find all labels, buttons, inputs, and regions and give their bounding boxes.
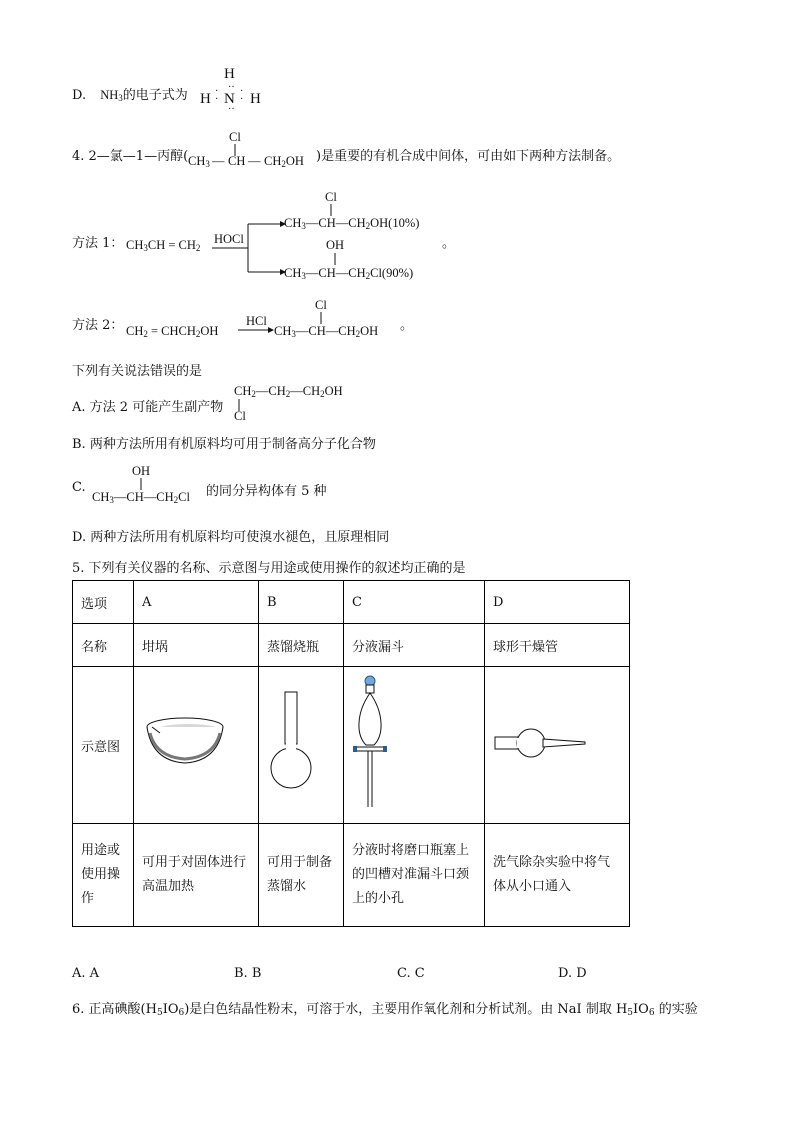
flask-diagram-cell — [259, 667, 344, 824]
crucible-diagram-cell — [134, 667, 259, 824]
q6-stem: 6. 正高碘酸$(H_5IO_6)$是白色结晶性粉末，可溶于水，主要用作氧化剂和分析试剂。由 NaI 制取 $H_5IO_6$ 的实验 — [72, 1002, 698, 1018]
table-header-row — [73, 581, 630, 624]
crucible-icon — [142, 713, 232, 773]
name-distillation-flask: 蒸馏烧瓶 — [259, 624, 344, 667]
method2-end: 。 — [400, 318, 414, 333]
q4-stem-end: )是重要的有机合成中间体，可由如下两种方法制备。 — [316, 149, 621, 164]
struct-cl: Cl — [229, 130, 241, 144]
method1-branch-arrow — [210, 218, 290, 278]
row-label: 名称 — [73, 624, 134, 667]
q4-target-structure — [188, 130, 316, 170]
method1-reagent-hocl: HOCl — [214, 232, 244, 246]
instrument-table — [72, 580, 630, 927]
q4-stem-start: 4. 2—氯—1—丙醇( — [72, 149, 189, 164]
header-cell: B — [259, 581, 344, 624]
lewis-dots-bottom: ·· — [228, 104, 235, 115]
table-row-names — [73, 624, 630, 667]
funnel-diagram-cell — [344, 667, 485, 824]
use-drying-tube: 洗气除杂实验中将气体从小口通入 — [485, 824, 630, 927]
lewis-dots-top: ·· — [228, 82, 235, 93]
method1-product1 — [284, 186, 454, 232]
q4-option-c-label: C. — [72, 480, 86, 495]
drying-tube-diagram-cell — [485, 667, 630, 824]
row-label: 示意图 — [73, 667, 134, 824]
name-drying-tube: 球形干燥管 — [485, 624, 630, 667]
q3d-text: 的电子式为 — [122, 88, 188, 103]
q5-answer-a: A. A — [72, 966, 100, 981]
drying-tube-icon — [493, 723, 593, 763]
method2-arrow — [238, 326, 276, 334]
q5-answer-c: C. C — [397, 966, 425, 981]
q5-answer-d: D. D — [558, 966, 587, 981]
q3-option-d — [72, 84, 188, 103]
struct-ch2oh: $CH_2OH$ — [264, 154, 304, 169]
q4-option-c-text: 的同分异构体有 5 种 — [206, 484, 327, 499]
optC-oh: OH — [132, 464, 151, 478]
name-separatory-funnel: 分液漏斗 — [344, 624, 485, 667]
p2-oh: OH — [326, 238, 345, 252]
table-row-diagrams — [73, 667, 630, 824]
optA-structure — [234, 382, 374, 426]
q5-answer-b: B. B — [234, 966, 262, 981]
option-label: D. — [72, 88, 87, 103]
use-crucible: 可用于对固体进行高温加热 — [134, 824, 259, 927]
p1-cl: Cl — [325, 190, 337, 204]
p2-chain: $CH_3—CH—CH_2Cl(90\%)$ — [284, 266, 414, 281]
distillation-flask-icon — [267, 688, 317, 798]
q4-option-a: A. 方法 2 可能产生副产物 — [72, 400, 224, 415]
lewis-n: N — [224, 91, 235, 107]
struct-ch3: $CH_3$ — [188, 154, 210, 169]
struct-dash2: — — [248, 154, 261, 168]
table-row-uses — [73, 824, 630, 927]
header-cell: A — [134, 581, 259, 624]
optA-chain: $CH_2—CH_2—CH_2OH$ — [234, 384, 343, 399]
q4-question: 下列有关说法错误的是 — [72, 364, 203, 379]
optC-chain: $CH_3—CH—CH_2Cl$ — [92, 490, 190, 505]
method1-product2 — [284, 236, 454, 282]
use-distillation-flask: 可用于制备蒸馏水 — [259, 824, 344, 927]
nh3-formula: $NH_3$ — [100, 88, 123, 103]
name-crucible: 坩埚 — [134, 624, 259, 667]
p-chain: $CH_3—CH—CH_2OH$ — [274, 324, 379, 339]
method2-label: 方法 2： — [72, 318, 124, 333]
lewis-h-right: H — [250, 91, 261, 107]
lewis-dots-left: · · — [215, 86, 219, 105]
lewis-dots-right: · · — [240, 86, 244, 105]
separatory-funnel-icon — [352, 673, 402, 813]
lewis-h-top: H — [224, 66, 235, 82]
header-cell: D — [485, 581, 630, 624]
p-cl: Cl — [315, 298, 327, 312]
method1-label: 方法 1： — [72, 236, 124, 251]
nh3-lewis-structure — [198, 66, 268, 115]
method1-end: 。 — [442, 236, 456, 251]
optA-cl: Cl — [234, 409, 246, 423]
p1-chain: $CH_3—CH—CH_2OH(10\%)$ — [284, 216, 420, 231]
struct-dash1: — — [212, 154, 225, 168]
method2-product — [274, 296, 404, 342]
header-cell: C — [344, 581, 485, 624]
header-cell: 选项 — [73, 581, 134, 624]
q4-option-d: D. 两种方法所用有机原料均可使溴水褪色，且原理相同 — [72, 530, 390, 545]
optC-structure — [92, 464, 208, 508]
method2-reagent-hcl: HCl — [246, 314, 267, 328]
row-label: 用途或使用操作 — [73, 824, 134, 927]
use-separatory-funnel: 分液时将磨口瓶塞上的凹槽对准漏斗口颈上的小孔 — [344, 824, 485, 927]
lewis-h-left: H — [200, 91, 211, 107]
struct-ch: CH — [228, 154, 246, 168]
q5-question: 5. 下列有关仪器的名称、示意图与用途或使用操作的叙述均正确的是 — [72, 561, 466, 576]
method2-reactant: $CH_2$ = $CHCH_2OH$ — [126, 324, 219, 339]
method1-reactant: $CH_3CH = CH_2$ — [126, 238, 201, 253]
q4-option-b: B. 两种方法所用有机原料均可用于制备高分子化合物 — [72, 437, 376, 452]
